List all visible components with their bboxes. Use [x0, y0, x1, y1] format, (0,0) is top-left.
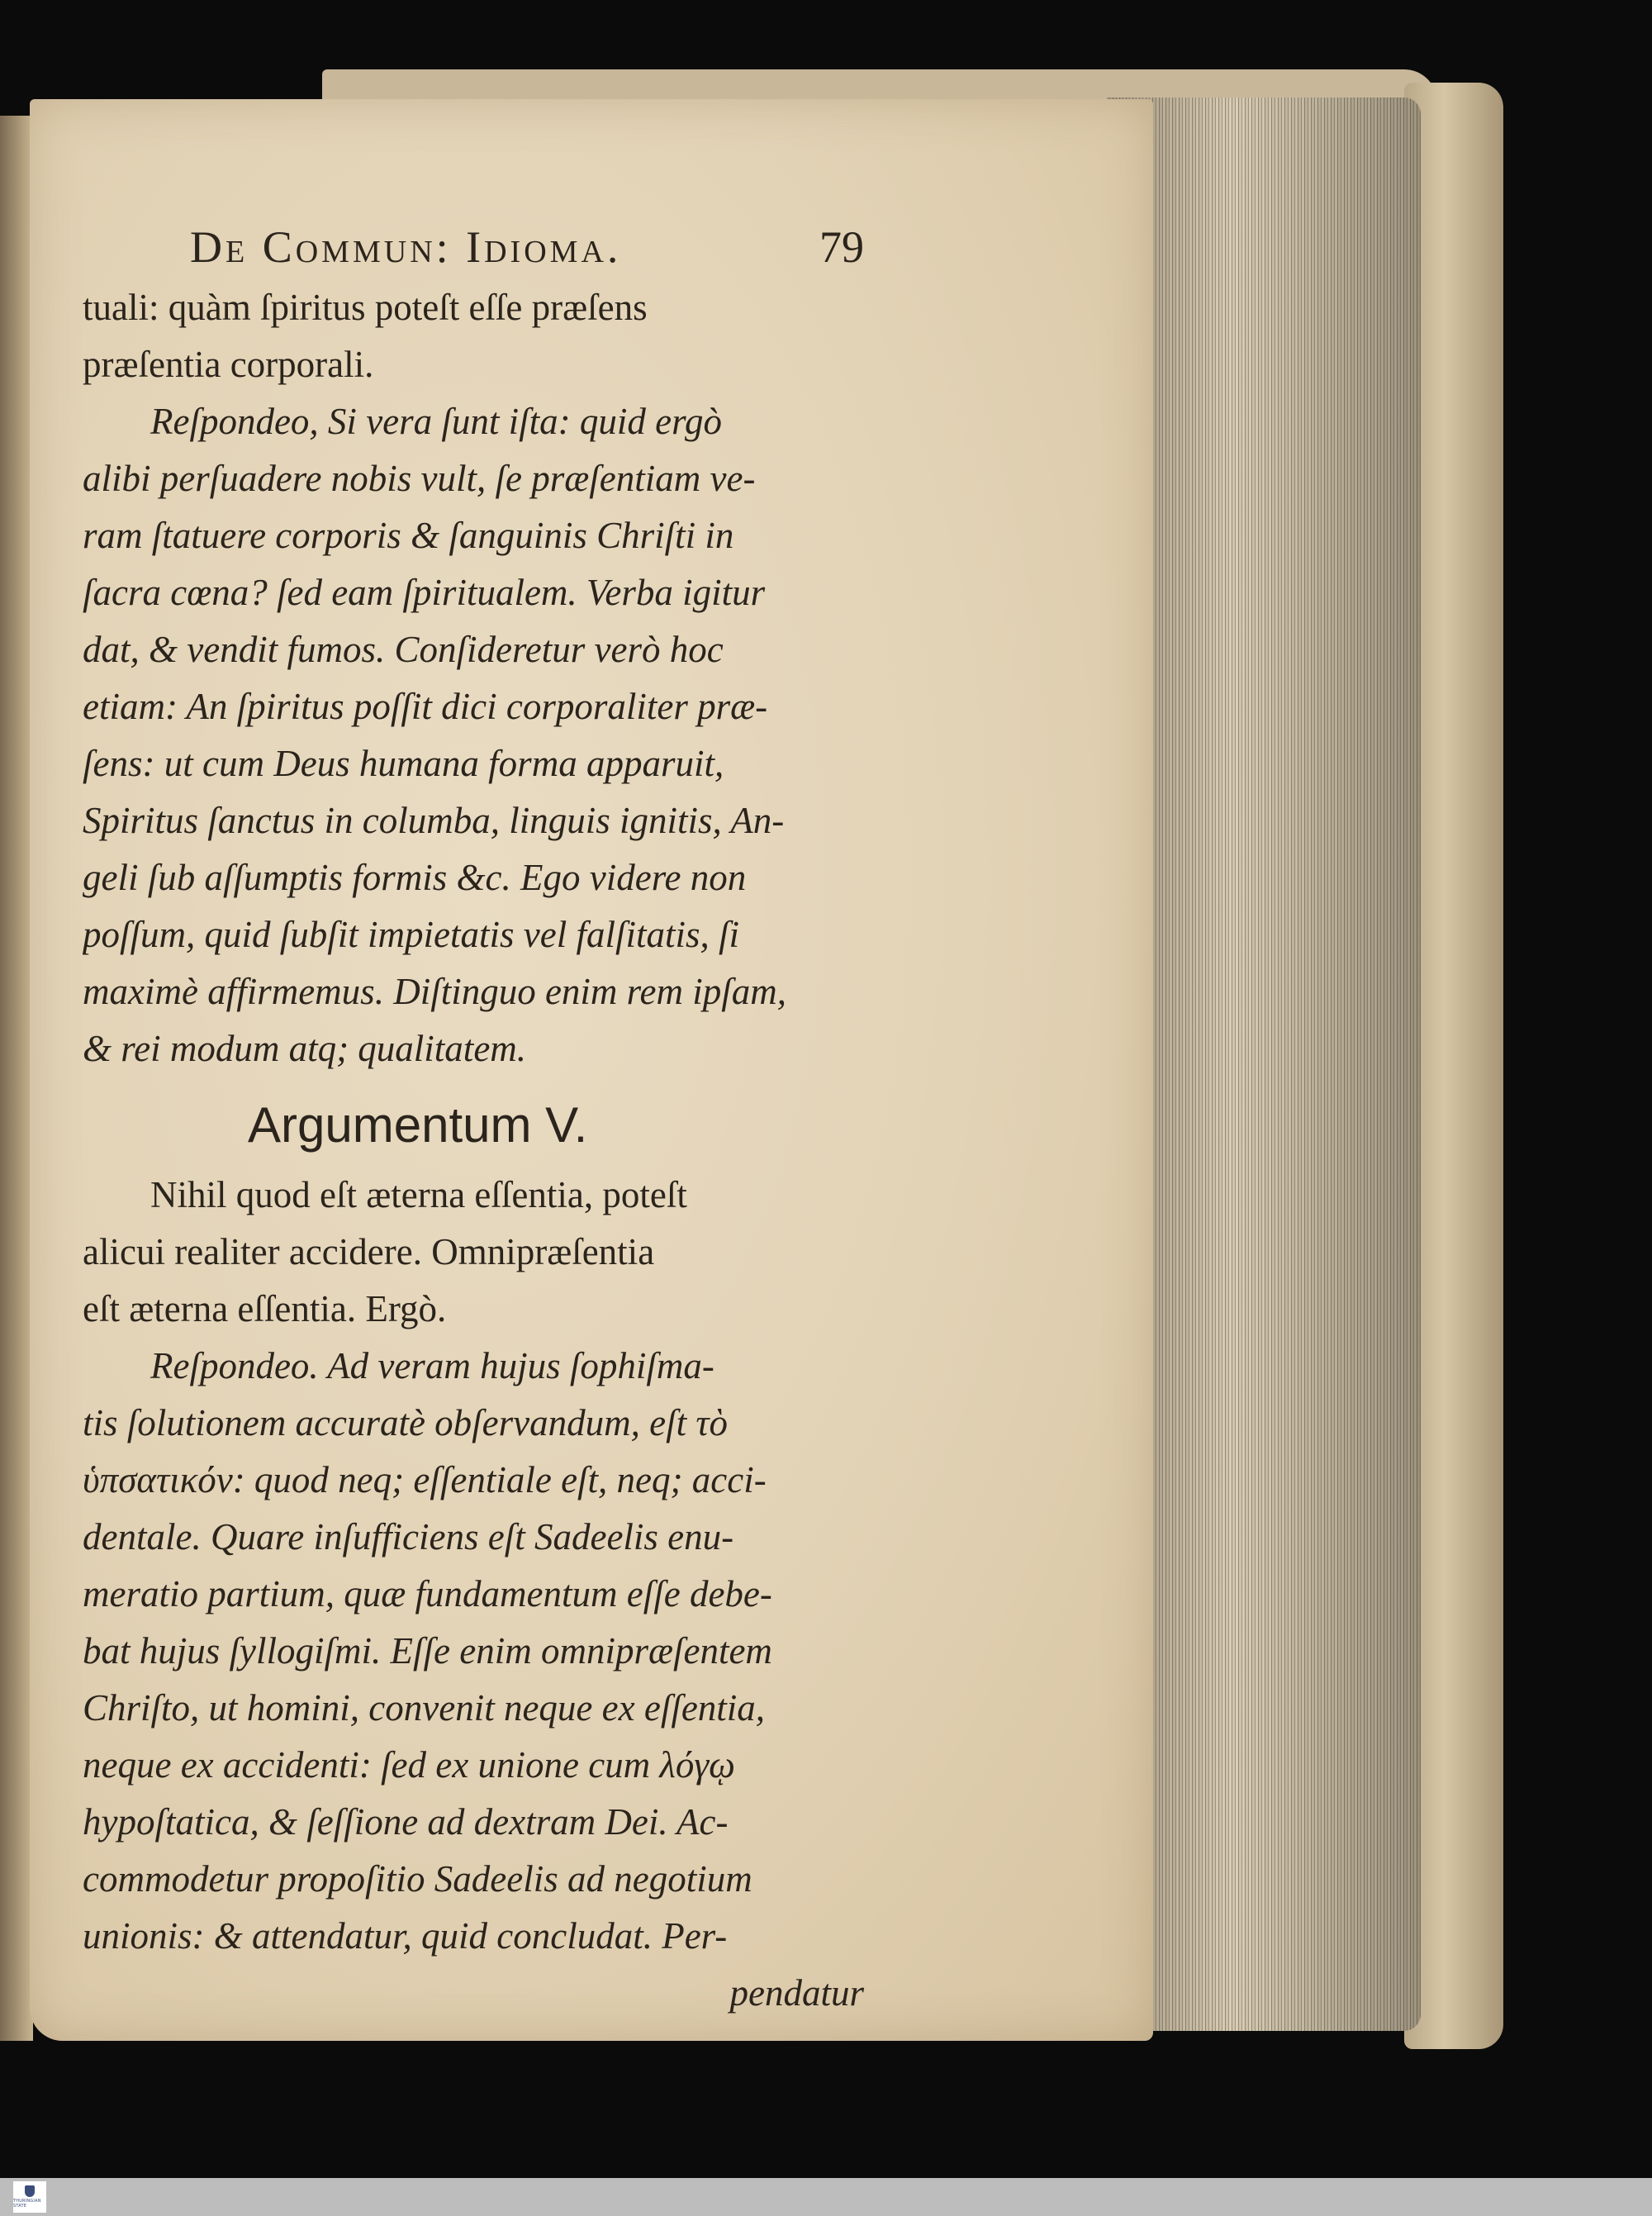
text-line: maximè affirmemus. Diſtinguo enim rem ipſam, [83, 971, 786, 1012]
text-line: alicui realiter accidere. Omnipræſentia [83, 1231, 655, 1272]
text-line: tuali: quàm ſpiritus poteſt eſſe præſens [83, 287, 648, 328]
text-line: bat hujus ſyllogiſmi. Eſſe enim omnipræſentem [83, 1630, 772, 1672]
text-line: ſacra cœna? ſed eam ſpiritualem. Verba igitur [83, 572, 766, 613]
running-title: De Commun: Idioma. [190, 222, 622, 272]
text-line: ſens: ut cum Deus humana forma apparuit, [83, 743, 724, 784]
text-line: dentale. Quare inſufficiens eſt Sadeelis enu- [83, 1516, 734, 1557]
text-line: poſſum, quid ſubſit impietatis vel falſitatis, ſi [83, 914, 739, 955]
text-line: alibi perſuadere nobis vult, ſe præſentiam ve- [83, 458, 756, 499]
page-number: 79 [819, 222, 864, 272]
text-line: dat, & vendit fumos. Conſideretur verò hoc [83, 629, 724, 670]
text-line: Reſpondeo. Ad veram hujus ſophiſma- [150, 1345, 714, 1386]
library-logo-label: THURINGIAN STATE [13, 2199, 41, 2209]
text-block [83, 216, 876, 2022]
text-line: etiam: An ſpiritus poſſit dici corporaliter præ- [83, 686, 768, 727]
page-block-shading [1107, 97, 1421, 2031]
running-head [83, 216, 876, 279]
text-line: Nihil quod eſt æterna eſſentia, poteſt [150, 1174, 687, 1215]
viewer-bottom-bar [0, 2178, 1652, 2216]
text-line: geli ſub aſſumptis formis &c. Ego videre non [83, 857, 747, 898]
text-line: meratio partium, quæ fundamentum eſſe debe- [83, 1573, 772, 1614]
library-logo-icon [25, 2185, 35, 2197]
text-line: neque ex accidenti: ſed ex unione cum λόγῳ [83, 1744, 735, 1786]
text-line: hypoſtatica, & ſeſſione ad dextram Dei. Ac- [83, 1801, 729, 1843]
text-line: eſt æterna eſſentia. Ergò. [83, 1288, 447, 1329]
text-line: unionis: & attendatur, quid concludat. Per- [83, 1915, 728, 1957]
text-line: commodetur propoſitio Sadeelis ad negotium [83, 1858, 752, 1900]
text-line: ram ſtatuere corporis & ſanguinis Chriſti in [83, 515, 734, 556]
text-line: præſentia corporali. [83, 344, 374, 385]
section-heading: Argumentum V. [248, 1097, 588, 1153]
catchword: pendatur [729, 1972, 864, 2014]
text-line: Reſpondeo, Si vera ſunt iſta: quid ergò [150, 401, 722, 442]
text-line: Spiritus ſanctus in columba, linguis ignitis, An- [83, 800, 785, 841]
spacer [83, 1077, 876, 1084]
text-line: Chriſto, ut homini, convenit neque ex eſſentia, [83, 1687, 766, 1729]
text-line: & rei modum atq; qualitatem. [83, 1028, 527, 1069]
library-logo[interactable] [13, 2181, 46, 2213]
text-line: ὑπσατικόν: quod neq; eſſentiale eſt, neq; acci- [83, 1459, 767, 1500]
previous-page-gutter [0, 116, 33, 2041]
text-line: tis ſolutionem accuratè obſervandum, eſt τὸ [83, 1402, 728, 1443]
